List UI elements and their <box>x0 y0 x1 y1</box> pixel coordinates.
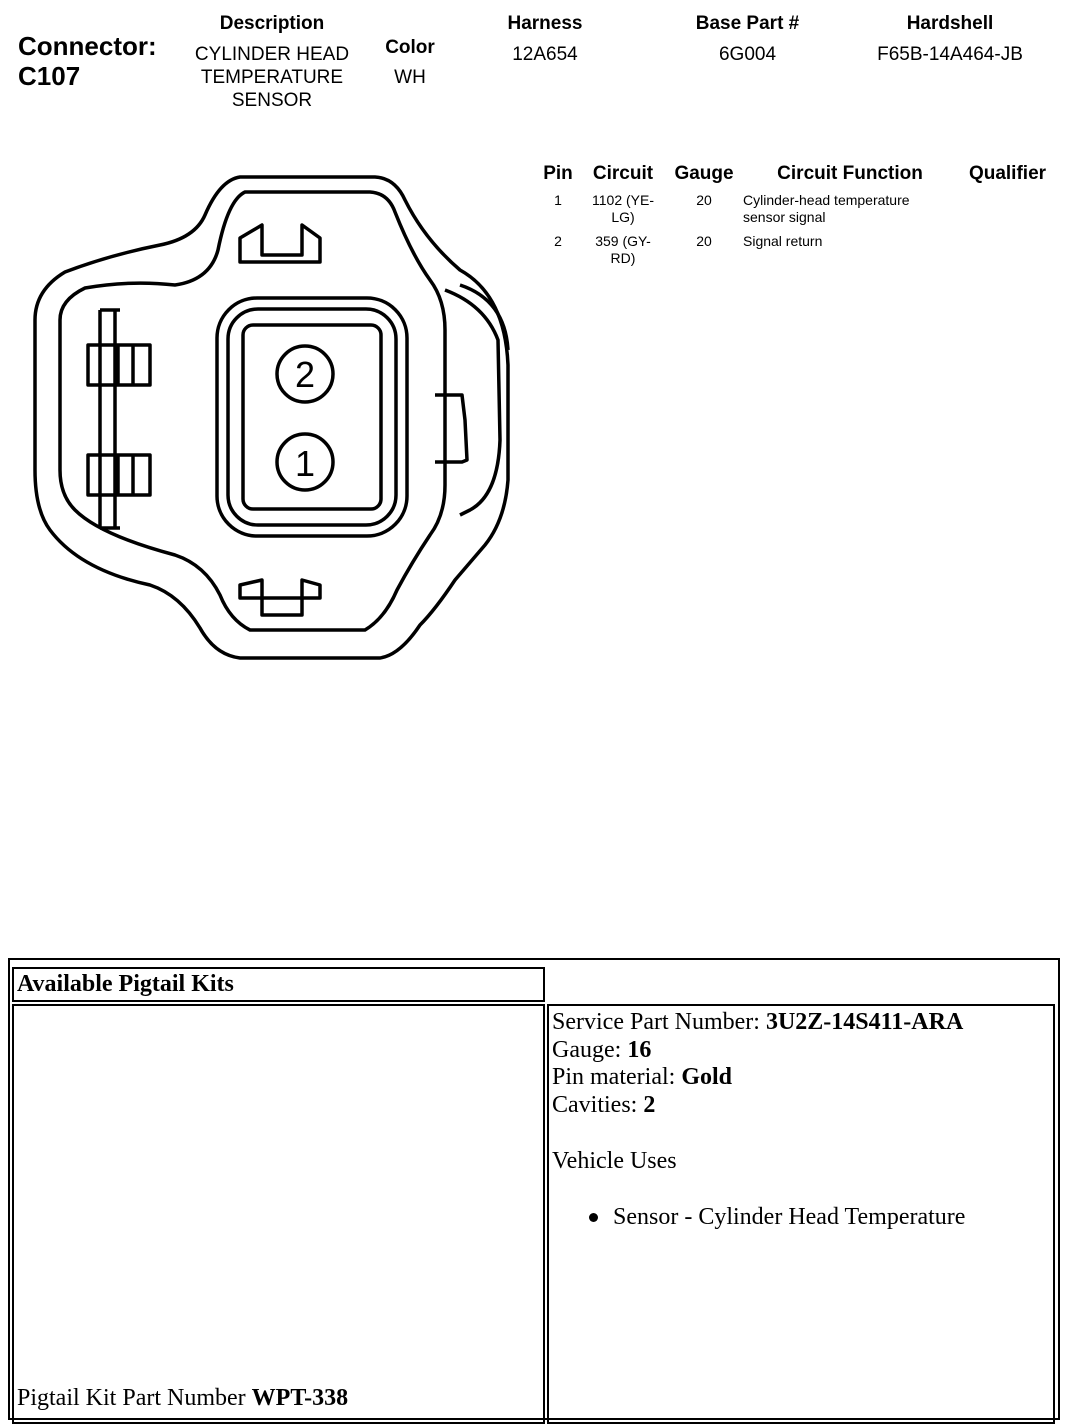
gauge-header: Gauge <box>674 163 734 184</box>
connector-inner-shell <box>60 192 445 630</box>
table-row-function <box>743 233 953 250</box>
hardshell-value: F65B-14A464-JB <box>877 44 1023 65</box>
gauge-line <box>552 1036 651 1064</box>
description-value <box>172 43 372 112</box>
table-row-pin: 1 <box>554 192 562 208</box>
base-part-label: Base Part # <box>695 13 800 34</box>
color-value: WH <box>394 67 426 88</box>
connector-outer-shell <box>35 177 508 658</box>
connector-label: Connector: <box>18 31 157 61</box>
qualifier-header: Qualifier <box>968 163 1047 184</box>
kit-part-label: Pigtail Kit Part Number <box>17 1385 252 1411</box>
pigtail-image-box <box>12 1004 545 1424</box>
kit-part-value: WPT-338 <box>251 1385 349 1411</box>
table-row-pin: 2 <box>554 233 562 249</box>
circuit-line: LG) <box>611 209 635 225</box>
circuit-line: RD) <box>610 250 636 266</box>
pin-material-value: Gold <box>681 1064 732 1090</box>
pin-header: Pin <box>543 163 573 184</box>
table-row-gauge: 20 <box>696 233 712 249</box>
circuit-line: 1102 (YE- <box>592 192 654 208</box>
pin-material-line <box>552 1063 732 1091</box>
vehicle-use-item: Sensor - Cylinder Head Temperature <box>613 1204 966 1230</box>
description-line: TEMPERATURE <box>200 67 344 88</box>
pin-label: 2 <box>294 354 316 395</box>
latch-tab <box>435 395 467 462</box>
bottom-key-notch <box>240 580 320 615</box>
connector-diagram <box>0 150 530 670</box>
bullet-icon <box>589 1213 598 1222</box>
description-line: SENSOR <box>231 90 313 111</box>
connector-id: C107 <box>18 61 81 91</box>
pigtail-section-title: Available Pigtail Kits <box>17 971 234 997</box>
cavities-label: Cavities: <box>552 1092 644 1118</box>
hardshell-label: Hardshell <box>906 13 994 34</box>
top-key-notch <box>240 225 320 262</box>
description-label: Description <box>219 13 325 34</box>
function-line: Signal return <box>743 233 823 249</box>
vehicle-uses-label: Vehicle Uses <box>552 1148 677 1174</box>
function-line: Cylinder-head temperature <box>743 192 910 208</box>
cavities-line <box>552 1091 655 1119</box>
service-part-label: Service Part Number: <box>552 1009 766 1035</box>
harness-label: Harness <box>507 13 583 34</box>
gauge-label: Gauge: <box>552 1037 628 1063</box>
color-label: Color <box>385 37 435 58</box>
pigtail-kit-part-number <box>17 1384 348 1412</box>
service-part-number <box>552 1008 963 1036</box>
pin-label: 1 <box>294 443 316 484</box>
table-row-circuit <box>583 233 663 267</box>
cavity-frame-outer <box>217 298 407 536</box>
circuit-header: Circuit <box>592 163 654 184</box>
cavities-value: 2 <box>643 1092 656 1118</box>
pin-material-label: Pin material: <box>552 1064 682 1090</box>
harness-value: 12A654 <box>512 44 578 65</box>
circuit-line: 359 (GY- <box>595 233 651 249</box>
table-row-function <box>743 192 953 226</box>
base-part-value: 6G004 <box>718 44 777 65</box>
table-row-gauge: 20 <box>696 192 712 208</box>
table-row-circuit <box>583 192 663 226</box>
service-part-value: 3U2Z-14S411-ARA <box>765 1009 964 1035</box>
right-tab <box>445 290 500 515</box>
gauge-value: 16 <box>627 1037 652 1063</box>
function-header: Circuit Function <box>777 163 923 184</box>
description-line: CYLINDER HEAD <box>194 44 350 65</box>
function-line: sensor signal <box>743 209 826 225</box>
cavity-frame-mid <box>228 309 396 525</box>
